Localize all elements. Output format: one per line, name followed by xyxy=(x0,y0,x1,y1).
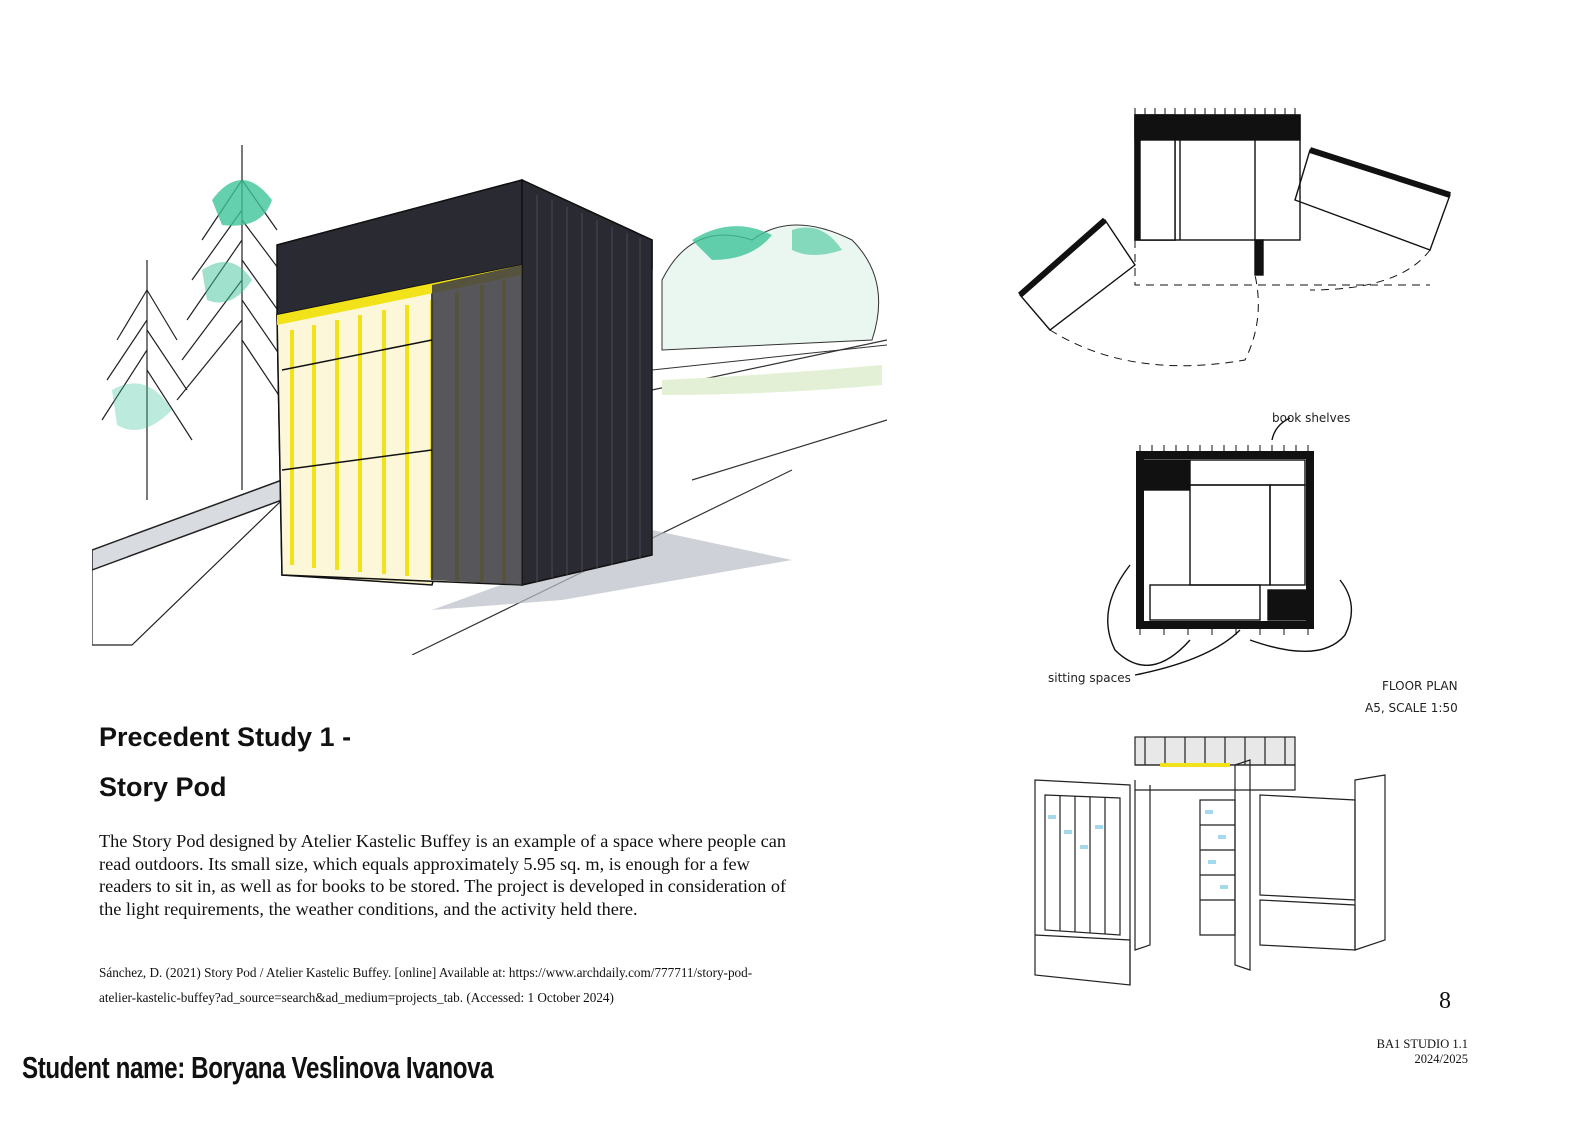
citation: Sánchez, D. (2021) Story Pod / Atelier Kastelic Buffey. [online] Available at: https://www.archdaily.com/777711/story-pod-atelier-kastelic-buffey?ad_source=search&ad_medium=projects_tab. (Accessed: 1 October 2024) xyxy=(99,965,753,1005)
title-line-2: Story Pod xyxy=(99,772,227,802)
description-paragraph: The Story Pod designed by Atelier Kastelic Buffey is an example of a space where people can read outdoors. Its small size, which equals approximately 5.95 sq. m, is enough for a few readers to sit in, as well as for books to be stored. The project is developed in consideration of the light requirements, the weather conditions, and the activity held there. xyxy=(99,831,787,919)
studio-label xyxy=(1350,1037,1468,1067)
scale-label: A5, SCALE 1:50 xyxy=(1365,701,1458,715)
book-shelves-label: book shelves xyxy=(1272,411,1351,425)
studio-year: 2024/2025 xyxy=(1414,1052,1468,1066)
page-number: 8 xyxy=(1439,988,1451,1014)
floor-plan-open-sketch xyxy=(1010,100,1460,380)
sitting-spaces-label: sitting spaces xyxy=(1048,671,1131,685)
floor-plan-closed-sketch xyxy=(1040,400,1490,730)
floor-plan-label: FLOOR PLAN xyxy=(1382,679,1458,693)
student-name: Student name: Boryana Veslinova Ivanova xyxy=(22,1050,494,1085)
studio-name: BA1 STUDIO 1.1 xyxy=(1376,1037,1468,1051)
story-pod-exterior-sketch xyxy=(92,140,887,655)
story-pod-interior-sketch xyxy=(1020,735,1410,1000)
title-line-1: Precedent Study 1 - xyxy=(99,722,352,752)
page-title xyxy=(99,712,351,812)
